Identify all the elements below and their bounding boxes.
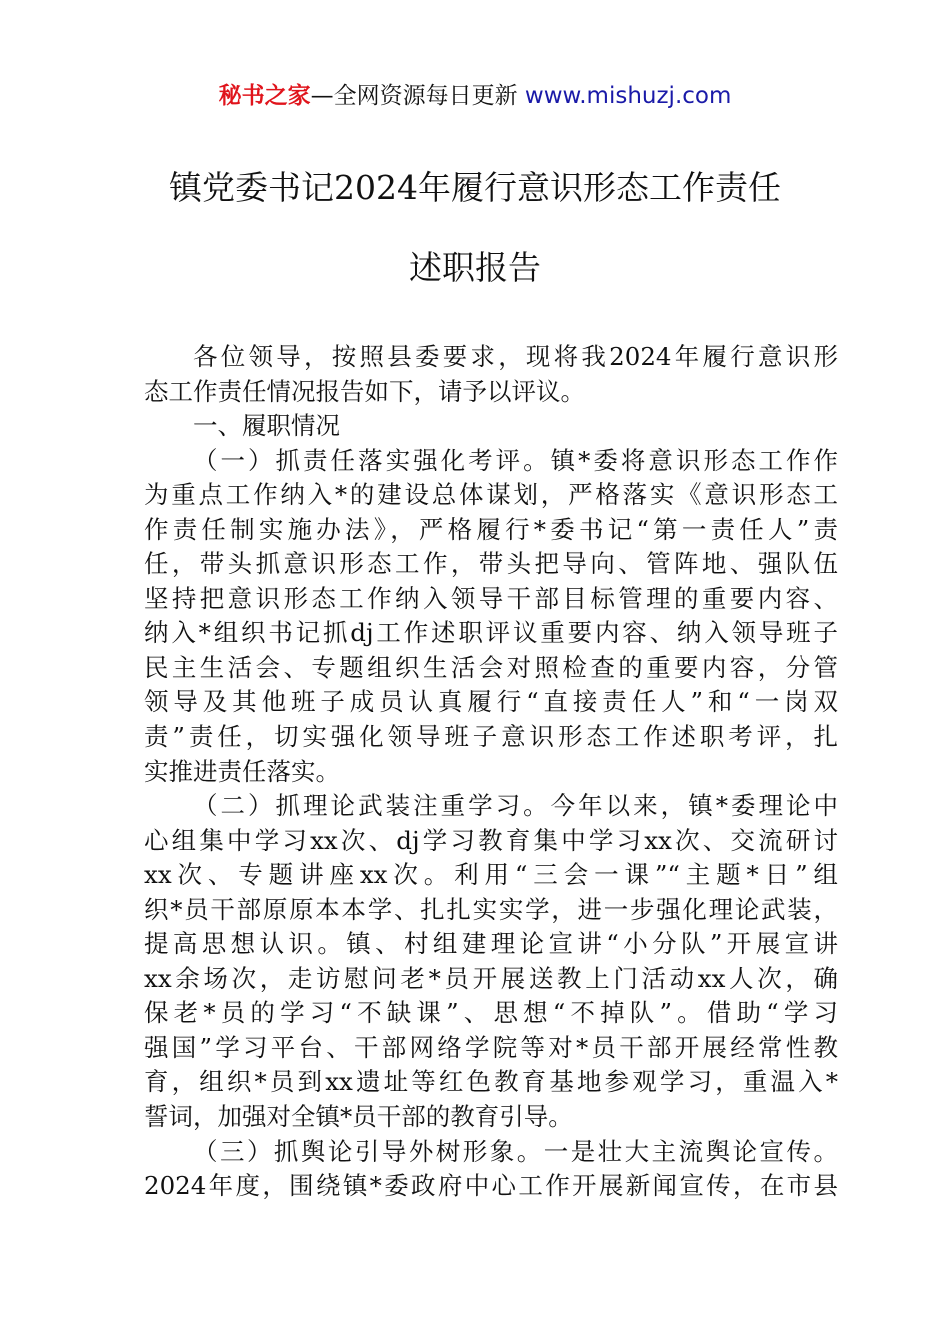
body-line: 提高思想认识。镇、村组建理论宣讲“小分队”开展宣讲 bbox=[144, 929, 838, 959]
body-line: （三）抓舆论引导外树形象。一是壮大主流舆论宣传。 bbox=[193, 1136, 838, 1166]
body-line: 为重点工作纳入*的建设总体谋划，严格落实《意识形态工 bbox=[144, 480, 838, 510]
document-body bbox=[144, 340, 838, 1204]
body-line: 心组集中学习xx次、dj学习教育集中学习xx次、交流研讨 bbox=[144, 825, 838, 855]
body-line: xx次、专题讲座xx次。利用“三会一课”“主题*日”组 bbox=[144, 860, 838, 890]
body-line: 民主生活会、专题组织生活会对照检查的重要内容，分管 bbox=[144, 652, 838, 682]
document-title-line-1: 镇党委书记2024年履行意识形态工作责任 bbox=[169, 168, 781, 207]
body-line: 坚持把意识形态工作纳入领导干部目标管理的重要内容、 bbox=[144, 583, 838, 613]
body-line: 2024年度，围绕镇*委政府中心工作开展新闻宣传，在市县 bbox=[144, 1171, 838, 1201]
site-brand: 秘书之家 bbox=[218, 83, 311, 109]
body-line: 实推进责任落实。 bbox=[144, 756, 340, 786]
body-line: （一）抓责任落实强化考评。镇*委将意识形态工作作 bbox=[193, 445, 838, 475]
section-heading: 一、履职情况 bbox=[193, 411, 340, 441]
body-line: 作责任制实施办法》，严格履行*委书记“第一责任人”责 bbox=[144, 514, 838, 544]
body-line: 领导及其他班子成员认真履行“直接责任人”和“一岗双 bbox=[144, 687, 838, 717]
document-title-line-2: 述职报告 bbox=[409, 248, 541, 287]
site-header bbox=[0, 80, 950, 112]
site-slogan: —全网资源每日更新 bbox=[310, 83, 525, 109]
body-line: 育，组织*员到xx遗址等红色教育基地参观学习，重温入* bbox=[144, 1067, 838, 1097]
body-line: 任，带头抓意识形态工作，带头把导向、管阵地、强队伍 bbox=[144, 549, 838, 579]
body-line: 织*员干部原原本本学、扎扎实实学，进一步强化理论武装， bbox=[144, 894, 838, 924]
body-line: 态工作责任情况报告如下，请予以评议。 bbox=[144, 376, 585, 406]
body-line: xx余场次，走访慰问老*员开展送教上门活动xx人次，确 bbox=[144, 963, 838, 993]
site-url-link[interactable]: www.mishuzj.com bbox=[524, 83, 732, 109]
body-line: 保老*员的学习“不缺课”、思想“不掉队”。借助“学习 bbox=[144, 998, 838, 1028]
body-line: （二）抓理论武装注重学习。今年以来，镇*委理论中 bbox=[193, 791, 838, 821]
body-line: 各位领导，按照县委要求，现将我2024年履行意识形 bbox=[193, 342, 838, 371]
body-line: 纳入*组织书记抓dj工作述职评议重要内容、纳入领导班子 bbox=[144, 618, 838, 648]
body-line: 强国”学习平台、干部网络学院等对*员干部开展经常性教 bbox=[144, 1032, 838, 1062]
body-line: 责”责任，切实强化领导班子意识形态工作述职考评，扎 bbox=[144, 722, 838, 752]
body-line: 誓词，加强对全镇*员干部的教育引导。 bbox=[144, 1102, 573, 1132]
